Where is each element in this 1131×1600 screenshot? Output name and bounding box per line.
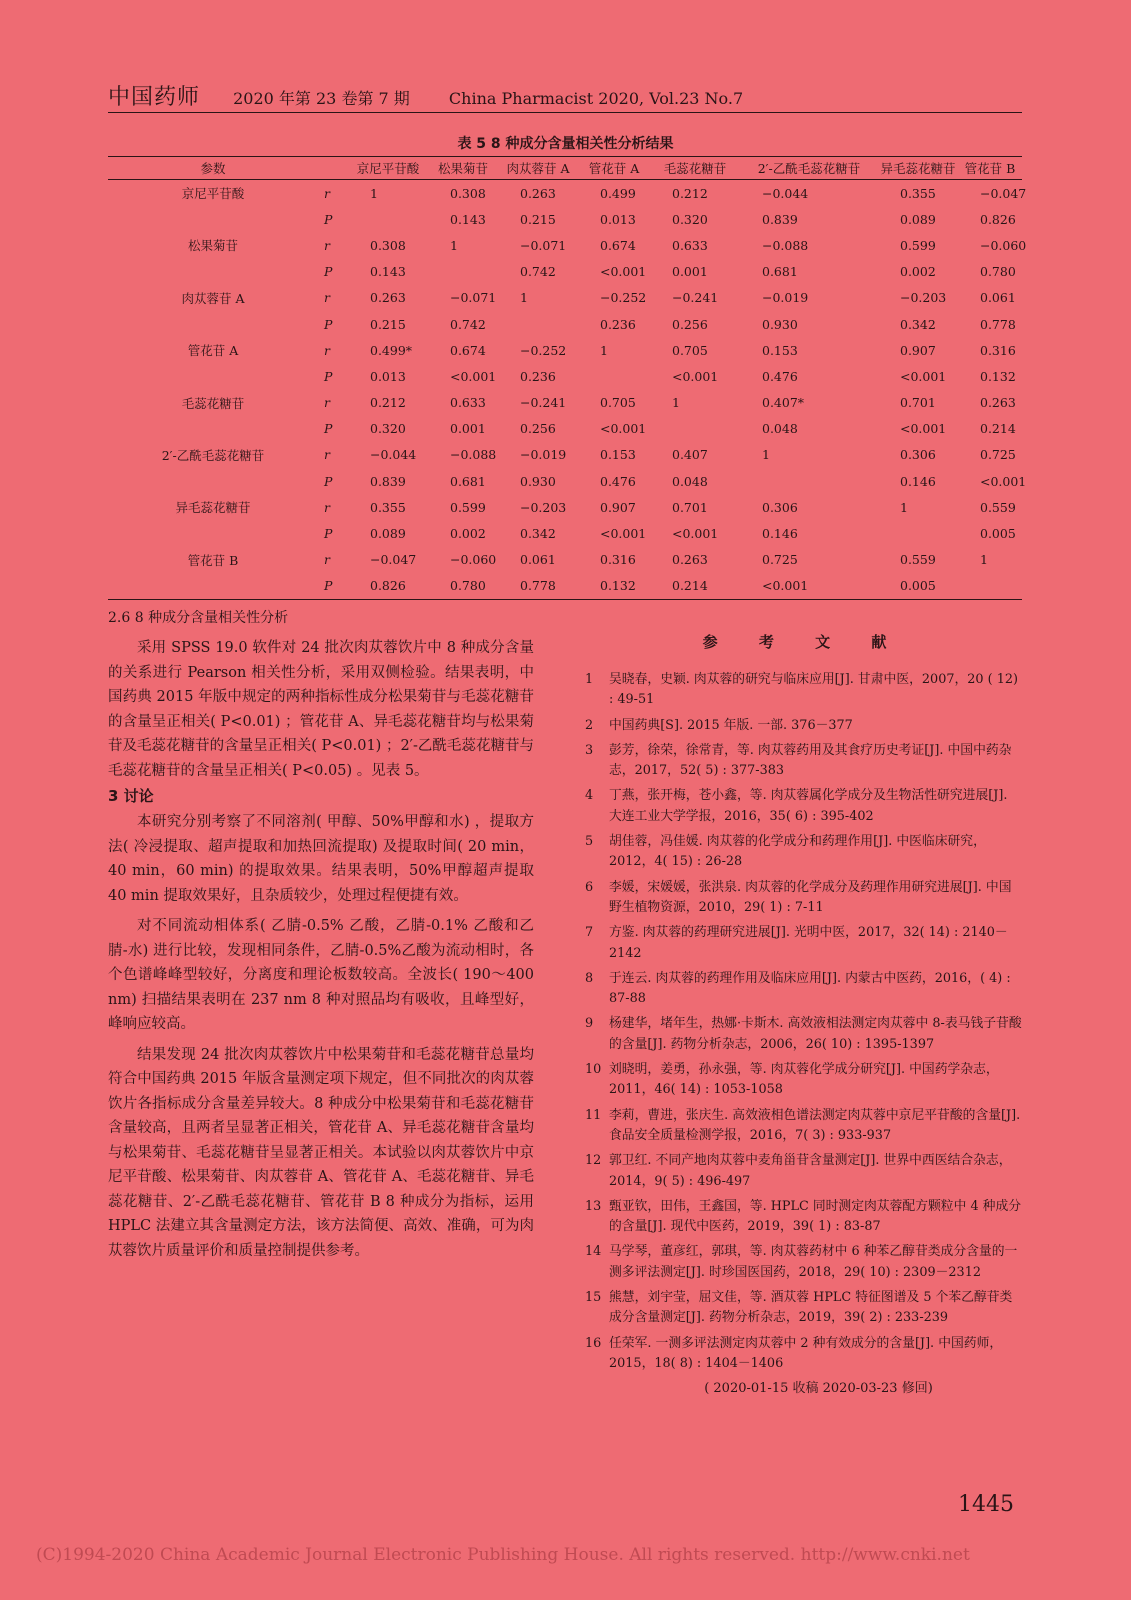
table-cell: 0.316 <box>600 552 636 568</box>
table-cell: −0.071 <box>520 237 567 253</box>
table-cell: 0.839 <box>370 473 406 489</box>
table-cell: 0.001 <box>450 421 486 437</box>
reference-text: 于连云. 肉苁蓉的药理作用及临床应用[J]. 内蒙古中医药，2016，( 4) : 87-88 <box>609 970 1011 1007</box>
column-header: 参数 <box>200 161 226 176</box>
table-cell: −0.047 <box>370 552 417 568</box>
reference-item <box>585 1014 1022 1055</box>
stat-label: r <box>324 499 330 515</box>
reference-number: 14 <box>585 1244 602 1260</box>
table-body <box>108 180 1027 600</box>
table-cell: 0.681 <box>450 473 486 489</box>
table-cell: 0.212 <box>370 395 406 411</box>
column-header: 毛蕊花糖苷 <box>663 161 727 176</box>
table-cell <box>578 363 650 389</box>
table-cell: 0.143 <box>450 211 486 227</box>
table-cell: 0.705 <box>672 342 708 358</box>
table-cell <box>498 311 578 337</box>
table-cell: 0.320 <box>370 421 406 437</box>
paragraph: 结果发现 24 批次肉苁蓉饮片中松果菊苷和毛蕊花糖苷总量均符合中国药典 2015 年版含量测定项下规定，但不同批次的肉苁蓉饮片各指标成分含量差异较大。8 种成分中松果菊苷和毛蕊花糖苷含量较高，且两者呈显著正相关，管花苷 A、异毛蕊花糖苷含量均与松果菊苷、毛蕊花糖苷呈显著正相关。本试验以肉苁蓉饮片中京尼平苷酸、松果菊苷、肉苁蓉苷 A、管花苷 A、毛蕊花糖苷、异毛蕊花糖苷、2′-乙酰毛蕊花糖苷、管花苷 B 8 种成分为指标，运用 HPLC 法建立其含量测定方法，该方法简便、高效、准确，可为肉苁蓉饮片质量评价和质量控制提供参考。 <box>108 1046 534 1259</box>
table-cell: <0.001 <box>600 264 647 280</box>
table-cell: 0.236 <box>520 368 556 384</box>
column-header: 管花苷 A <box>588 161 640 176</box>
reference-item <box>585 1288 1022 1329</box>
table-cell: 0.256 <box>520 421 556 437</box>
table-cell <box>740 468 878 494</box>
table-cell: 0.826 <box>980 211 1016 227</box>
table-cell: 0.308 <box>370 237 406 253</box>
row-label <box>108 573 318 600</box>
table-cell: <0.001 <box>450 368 497 384</box>
row-label <box>108 259 318 285</box>
table-header-row <box>108 157 1022 180</box>
table-cell: 1 <box>900 499 908 515</box>
table-cell: −0.019 <box>520 447 567 463</box>
table-cell: 0.826 <box>370 578 406 594</box>
table-row <box>108 573 1022 600</box>
table-cell: 0.215 <box>370 316 406 332</box>
table-row <box>108 232 1022 258</box>
table-cell: 0.674 <box>450 342 486 358</box>
reference-number: 7 <box>585 925 594 941</box>
table-cell: <0.001 <box>672 368 719 384</box>
table-cell: 1 <box>600 342 608 358</box>
table-cell: 1 <box>672 395 680 411</box>
reference-text: 熊慧，刘宇莹，屈文佳，等. 酒苁蓉 HPLC 特征图谱及 5 个苯乙醇苷类成分含量测定[J]. 药物分析杂志，2019，39( 2) : 233-239 <box>609 1290 1013 1326</box>
reference-item <box>585 969 1022 1010</box>
column-header <box>318 157 348 180</box>
stat-label: P <box>324 368 333 384</box>
table-cell: 0.559 <box>900 552 936 568</box>
table-row <box>108 520 1022 546</box>
reference-text: 李媛，宋媛媛，张洪泉. 肉苁蓉的化学成分及药理作用研究进展[J]. 中国野生植物资源，2010，29( 1) : 7-11 <box>609 879 1012 915</box>
table-cell: <0.001 <box>600 421 647 437</box>
reference-number: 13 <box>585 1198 602 1214</box>
row-label: 管花苷 A <box>187 343 239 359</box>
table-cell: 0.476 <box>762 368 798 384</box>
table-cell: 1 <box>450 237 458 253</box>
table-cell: 0.778 <box>980 316 1016 332</box>
table-cell: 0.306 <box>900 447 936 463</box>
table-cell: 0.263 <box>370 290 406 306</box>
reference-text: 郭卫红. 不同产地肉苁蓉中麦角甾苷含量测定[J]. 世界中西医结合杂志，2014，9( 5) : 496-497 <box>609 1153 1012 1189</box>
reference-text: 吴晓春，史颖. 肉苁蓉的研究与临床应用[J]. 甘肃中医，2007，20 ( 12) : 49-51 <box>609 672 1018 708</box>
reference-number: 10 <box>585 1062 602 1078</box>
table-cell: 0.839 <box>762 211 798 227</box>
table-cell: −0.241 <box>672 290 719 306</box>
table-cell: 0.701 <box>672 499 708 515</box>
reference-item <box>585 878 1022 919</box>
table-cell: −0.044 <box>762 185 809 201</box>
table-cell: <0.001 <box>900 421 947 437</box>
table-cell: −0.203 <box>520 499 567 515</box>
issue-info: 2020 年第 23 卷第 7 期 <box>233 89 410 108</box>
table-cell: 0.725 <box>762 552 798 568</box>
table-cell: 0.132 <box>980 368 1016 384</box>
table-cell: <0.001 <box>980 473 1027 489</box>
table-cell: 0.256 <box>672 316 708 332</box>
row-label: 异毛蕊花糖苷 <box>175 500 251 516</box>
table-cell: −0.019 <box>762 290 809 306</box>
table-cell: 0.907 <box>900 342 936 358</box>
table-cell: 0.005 <box>980 526 1016 542</box>
table-cell: <0.001 <box>762 578 809 594</box>
table-row <box>108 494 1022 520</box>
table-cell: 1 <box>520 290 528 306</box>
row-label <box>108 520 318 546</box>
table-cell <box>958 573 1022 600</box>
table-cell: 0.742 <box>450 316 486 332</box>
table-cell: 1 <box>370 185 378 201</box>
reference-number: 9 <box>585 1016 594 1032</box>
table-cell: 0.742 <box>520 264 556 280</box>
table-cell: 0.048 <box>672 473 708 489</box>
stat-label: P <box>324 211 333 227</box>
section-heading-3: 3 讨论 <box>108 787 154 805</box>
reference-list <box>585 670 1022 1400</box>
stat-label: r <box>324 342 330 358</box>
row-label <box>108 206 318 232</box>
table-row <box>108 311 1022 337</box>
table-cell: 0.674 <box>600 237 636 253</box>
received-dates: ( 2020-01-15 收稿 2020-03-23 修回) <box>704 1381 933 1397</box>
table-cell: 0.355 <box>370 499 406 515</box>
table-cell: 0.146 <box>900 473 936 489</box>
table-cell: 0.143 <box>370 264 406 280</box>
row-label <box>108 468 318 494</box>
row-label: 毛蕊花糖苷 <box>181 395 245 411</box>
table-cell: 0.214 <box>980 421 1016 437</box>
copyright-notice: (C)1994-2020 China Academic Journal Electronic Publishing House. All rights reserved. http://www.cnki.net <box>36 1545 970 1565</box>
reference-item <box>585 1334 1022 1375</box>
table-cell <box>348 206 428 232</box>
references-title: 参 考 文 献 <box>702 633 905 651</box>
row-label <box>108 363 318 389</box>
table-cell: 0.407* <box>762 395 805 411</box>
stat-label: P <box>324 526 333 542</box>
left-column <box>108 607 534 1263</box>
table-cell: <0.001 <box>600 526 647 542</box>
table-cell: −0.044 <box>370 447 417 463</box>
reference-number: 12 <box>585 1153 602 1169</box>
table-row <box>108 442 1022 468</box>
table-cell <box>428 259 498 285</box>
reference-text: 丁燕，张开梅，苍小鑫，等. 肉苁蓉属化学成分及生物活性研究进展[J]. 大连工业大学学报，2016，35( 6) : 395-402 <box>609 788 1008 824</box>
table-cell: 0.263 <box>520 185 556 201</box>
reference-number: 1 <box>585 672 594 687</box>
table-cell: 0.263 <box>672 552 708 568</box>
reference-text: 任荣军. 一测多评法测定肉苁蓉中 2 种有效成分的含量[J]. 中国药师，2015，18( 8) : 1404－1406 <box>609 1335 1003 1371</box>
table-cell: 0.476 <box>600 473 636 489</box>
english-issue-info: China Pharmacist 2020, Vol.23 No.7 <box>448 89 744 108</box>
table-cell: 0.212 <box>672 185 708 201</box>
table-cell: 0.633 <box>672 237 708 253</box>
table-cell: −0.241 <box>520 395 567 411</box>
column-header: 肉苁蓉苷 A <box>506 161 570 176</box>
table-cell: 0.061 <box>520 552 556 568</box>
reference-item <box>585 786 1022 827</box>
table-cell: 0.705 <box>600 395 636 411</box>
table-cell: −0.060 <box>980 237 1027 253</box>
table-cell: 0.005 <box>900 578 936 594</box>
table-cell: 0.316 <box>980 342 1016 358</box>
table-cell: −0.203 <box>900 290 947 306</box>
column-header: 松果菊苷 <box>437 161 488 176</box>
table-cell: 0.013 <box>370 368 406 384</box>
row-label: 肉苁蓉苷 A <box>181 290 245 306</box>
column-header: 异毛蕊花糖苷 <box>880 161 956 176</box>
table-cell: 0.725 <box>980 447 1016 463</box>
table-cell: 0.930 <box>762 316 798 332</box>
table-cell: 0.320 <box>672 211 708 227</box>
table-row <box>108 180 1022 207</box>
reference-item <box>585 1242 1022 1283</box>
table-cell: 0.342 <box>520 526 556 542</box>
table-cell: 0.559 <box>980 499 1016 515</box>
table-cell: 0.002 <box>900 264 936 280</box>
table-cell <box>650 416 740 442</box>
paragraph: 对不同流动相体系( 乙腈-0.5% 乙酸，乙腈-0.1% 乙酸和乙腈-水) 进行比较，发现相同条件，乙腈-0.5%乙酸为流动相时，各个色谱峰峰型较好，分离度和理论板数较高。全波长( 190～400 nm) 扫描结果表明在 237 nm 8 种对照品均有吸收，且峰型好，峰响应较高。 <box>108 918 534 1032</box>
row-label: 京尼平苷酸 <box>181 186 245 202</box>
stat-label: r <box>324 185 330 201</box>
table-cell: 0.089 <box>900 211 936 227</box>
table-cell: 0.681 <box>762 264 798 280</box>
table-row <box>108 363 1022 389</box>
page-number: 1445 <box>958 1492 1014 1517</box>
journal-name: 中国药师 <box>108 85 201 110</box>
table-cell: 0.153 <box>762 342 798 358</box>
reference-number: 6 <box>585 879 594 895</box>
table-cell: 0.930 <box>520 473 556 489</box>
table-row <box>108 259 1022 285</box>
table-row <box>108 468 1022 494</box>
table-cell: 0.633 <box>450 395 486 411</box>
reference-item <box>585 670 1022 711</box>
stat-label: P <box>324 264 333 280</box>
reference-item <box>585 741 1022 782</box>
stat-label: P <box>324 473 333 489</box>
stat-label: r <box>324 395 330 411</box>
table-cell: 0.061 <box>980 290 1016 306</box>
table-cell: 0.001 <box>672 264 708 280</box>
reference-number: 2 <box>585 717 594 733</box>
stat-label: P <box>324 316 333 332</box>
table-cell: 0.002 <box>450 526 486 542</box>
table-cell: 0.153 <box>600 447 636 463</box>
reference-number: 4 <box>585 788 594 804</box>
stat-label: r <box>324 290 330 306</box>
row-label: 松果菊苷 <box>187 238 238 254</box>
table-cell: 0.780 <box>450 578 486 594</box>
reference-text: 胡佳蓉，冯佳媛. 肉苁蓉的化学成分和药理作用[J]. 中医临床研究，2012，4( 15) : 26-28 <box>609 834 986 870</box>
stat-label: r <box>324 447 330 463</box>
table-cell: 0.132 <box>600 578 636 594</box>
table-cell: 0.013 <box>600 211 636 227</box>
stat-label: r <box>324 237 330 253</box>
reference-number: 16 <box>585 1335 602 1351</box>
table-cell: 0.407 <box>672 447 708 463</box>
correlation-table <box>108 156 1027 600</box>
column-header: 管花苷 B <box>964 161 1016 176</box>
table-cell: −0.088 <box>762 237 809 253</box>
reference-number: 3 <box>585 742 594 758</box>
table-cell: 0.907 <box>600 499 636 515</box>
table-cell: 0.214 <box>672 578 708 594</box>
reference-text: 马学琴，董彦红，郭琪，等. 肉苁蓉药材中 6 种苯乙醇苷类成分含量的一测多评法测定[J]. 时珍国医国药，2018，29( 10) : 2309－2312 <box>609 1244 1018 1280</box>
reference-number: 5 <box>585 834 594 850</box>
header-rule <box>108 112 1022 113</box>
reference-number: 15 <box>585 1290 602 1306</box>
table-cell: 0.089 <box>370 526 406 542</box>
table-cell: 0.306 <box>762 499 798 515</box>
running-header <box>108 80 743 111</box>
table-cell: 1 <box>980 552 988 568</box>
table-cell <box>878 520 958 546</box>
table-cell: 0.599 <box>900 237 936 253</box>
paragraph: 采用 SPSS 19.0 软件对 24 批次肉苁蓉饮片中 8 种成分含量的关系进行 Pearson 相关性分析，采用双侧检验。结果表明，中国药典 2015 年版中规定的两种指标性成分松果菊苷与毛蕊花糖苷的含量呈正相关( P<0.01) ；管花苷 A、异毛蕊花糖苷均与松果菊苷及毛蕊花糖苷的含量呈正相关( P<0.01) ；2′-乙酰毛蕊花糖苷与毛蕊花糖苷的含量呈正相关( P<0.05) 。见表 5。 <box>108 640 534 779</box>
table-cell: 0.701 <box>900 395 936 411</box>
stat-label: P <box>324 578 333 594</box>
table-cell: 0.499* <box>370 342 413 358</box>
reference-text: 甄亚钦，田伟，王鑫国，等. HPLC 同时测定肉苁蓉配方颗粒中 4 种成分的含量[J]. 现代中医药，2019，39( 1) : 83-87 <box>609 1198 1022 1235</box>
table-row <box>108 390 1022 416</box>
reference-item <box>585 1060 1022 1101</box>
reference-number: 11 <box>585 1107 602 1123</box>
reference-text: 中国药典[S]. 2015 年版. 一部. 376－377 <box>609 717 853 733</box>
table-cell: 0.355 <box>900 185 936 201</box>
reference-number: 8 <box>585 970 594 986</box>
reference-item <box>585 1106 1022 1147</box>
row-label: 管花苷 B <box>187 552 239 568</box>
table-cell: 0.599 <box>450 499 486 515</box>
reference-text: 方鉴. 肉苁蓉的药理研究进展[J]. 光明中医，2017，32( 14) : 2140－2142 <box>609 925 1008 961</box>
paragraph: 本研究分别考察了不同溶剂( 甲醇、50%甲醇和水) ，提取方法( 冷浸提取、超声提取和加热回流提取) 及提取时间( 20 min，40 min，60 min) 的提取效果。结果表明，50%甲醇超声提取 40 min 提取效果好，且杂质较少，处理过程便捷有效。 <box>108 814 534 904</box>
table-cell: −0.060 <box>450 552 497 568</box>
table-cell: −0.252 <box>520 342 567 358</box>
table-cell: <0.001 <box>672 526 719 542</box>
table-cell: −0.252 <box>600 290 647 306</box>
table-cell: 0.146 <box>762 526 798 542</box>
reference-item <box>585 1197 1022 1238</box>
stat-label: r <box>324 552 330 568</box>
reference-item <box>585 716 1022 736</box>
stat-label: P <box>324 421 333 437</box>
row-label: 2′-乙酰毛蕊花糖苷 <box>161 447 265 463</box>
table-row <box>108 206 1022 232</box>
reference-text: 刘晓明，姜勇，孙永强，等. 肉苁蓉化学成分研究[J]. 中国药学杂志，2011，46( 14) : 1053-1058 <box>609 1062 999 1098</box>
section-heading-2-6: 2.6 8 种成分含量相关性分析 <box>108 610 289 626</box>
table-cell: 0.778 <box>520 578 556 594</box>
column-header: 2′-乙酰毛蕊花糖苷 <box>757 161 861 176</box>
table-cell: −0.088 <box>450 447 497 463</box>
column-header: 京尼平苷酸 <box>356 161 420 176</box>
table-cell: 1 <box>762 447 770 463</box>
row-label <box>108 311 318 337</box>
table-cell: 0.780 <box>980 264 1016 280</box>
table-cell: 0.236 <box>600 316 636 332</box>
table-cell: −0.071 <box>450 290 497 306</box>
table-cell: 0.263 <box>980 395 1016 411</box>
table-cell: 0.048 <box>762 421 798 437</box>
reference-item <box>585 832 1022 873</box>
table-row <box>108 416 1022 442</box>
table-row <box>108 337 1022 363</box>
reference-text: 彭芳，徐荣，徐常青，等. 肉苁蓉药用及其食疗历史考证[J]. 中国中药杂志，2017，52( 5) : 377-383 <box>609 742 1012 779</box>
row-label <box>108 416 318 442</box>
table-cell: 0.308 <box>450 185 486 201</box>
reference-text: 杨建华，堵年生，热娜·卡斯木. 高效液相法测定肉苁蓉中 8-表马钱子苷酸的含量[J]. 药物分析杂志，2006，26( 10) : 1395-1397 <box>609 1016 1022 1052</box>
table-cell: 0.499 <box>600 185 636 201</box>
reference-text: 李莉，曹进，张庆生. 高效液相色谱法测定肉苁蓉中京尼平苷酸的含量[J]. 食品安全质量检测学报，2016，7( 3) : 933-937 <box>609 1107 1021 1143</box>
reference-item <box>585 923 1022 964</box>
table-cell: <0.001 <box>900 368 947 384</box>
table-cell: 0.215 <box>520 211 556 227</box>
table-row <box>108 547 1022 573</box>
table-row <box>108 285 1022 311</box>
table-cell: 0.342 <box>900 316 936 332</box>
reference-item <box>585 1151 1022 1192</box>
table-title: 表 5 8 种成分含量相关性分析结果 <box>457 136 674 152</box>
table-cell: −0.047 <box>980 185 1027 201</box>
